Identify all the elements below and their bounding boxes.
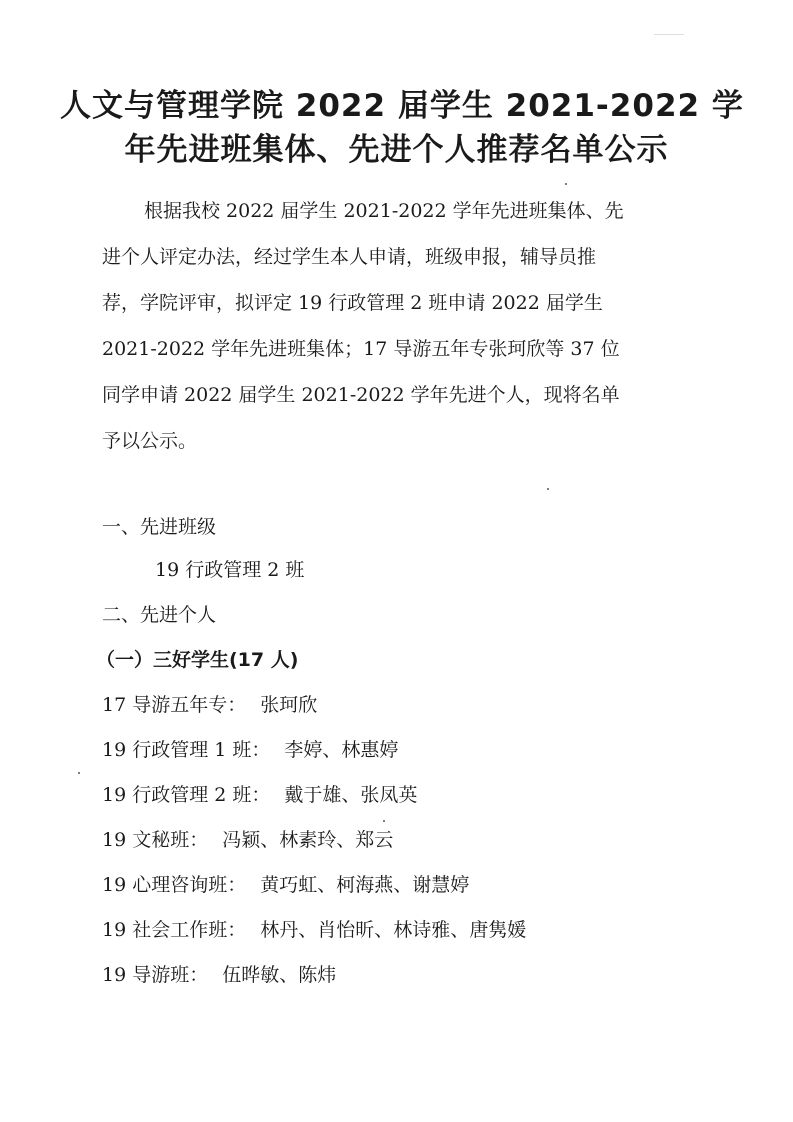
document-title-line-2: 年先进班集体、先进个人推荐名单公示 [124,132,669,168]
sub-heading-merit-students: （一）三好学生(17 人) [96,649,299,671]
student-names: 冯颖、林素玲、郑云 [222,829,394,851]
student-names: 李婷、林惠婷 [284,739,399,761]
class-label: 19 心理咨询班： [102,874,247,896]
list-item [102,690,317,717]
intro-line: 根据我校 2022 届学生 2021-2022 学年先进班集体、先 [144,200,624,222]
section-heading-advanced-individual: 二、先进个人 [102,604,217,626]
list-item [102,960,336,987]
advanced-class-name: 19 行政管理 2 班 [155,559,305,581]
list-item [102,780,417,807]
list-item [102,735,398,762]
class-label: 19 导游班： [102,964,209,986]
student-names: 伍晔敏、陈炜 [222,964,337,986]
scan-speck [383,820,385,822]
list-item [102,825,393,852]
class-label: 19 行政管理 1 班： [102,739,271,761]
document-title-line-1: 人文与管理学院 2022 届学生 2021-2022 学 [60,88,744,124]
list-item [102,870,469,897]
scan-speck [78,772,80,774]
section-heading-advanced-class: 一、先进班级 [102,516,217,538]
intro-line: 进个人评定办法，经过学生本人申请，班级申报，辅导员推 [102,246,597,268]
list-item [102,915,526,942]
intro-line: 2021-2022 学年先进班集体；17 导游五年专张珂欣等 37 位 [102,338,620,360]
intro-line: 荐，学院评审，拟评定 19 行政管理 2 班申请 2022 届学生 [102,292,603,314]
intro-line: 予以公示。 [102,430,198,452]
intro-line: 同学申请 2022 届学生 2021-2022 学年先进个人，现将名单 [102,384,620,406]
scan-speck [565,183,567,185]
student-names: 林丹、肖怡昕、林诗雅、唐隽媛 [260,919,527,941]
student-names: 戴于雄、张凤英 [284,784,418,806]
scan-speck [654,34,684,35]
class-label: 17 导游五年专： [102,694,247,716]
student-names: 张珂欣 [260,694,318,716]
class-label: 19 社会工作班： [102,919,247,941]
student-names: 黄巧虹、柯海燕、谢慧婷 [260,874,470,896]
class-label: 19 行政管理 2 班： [102,784,271,806]
scan-speck [547,488,549,490]
class-label: 19 文秘班： [102,829,209,851]
